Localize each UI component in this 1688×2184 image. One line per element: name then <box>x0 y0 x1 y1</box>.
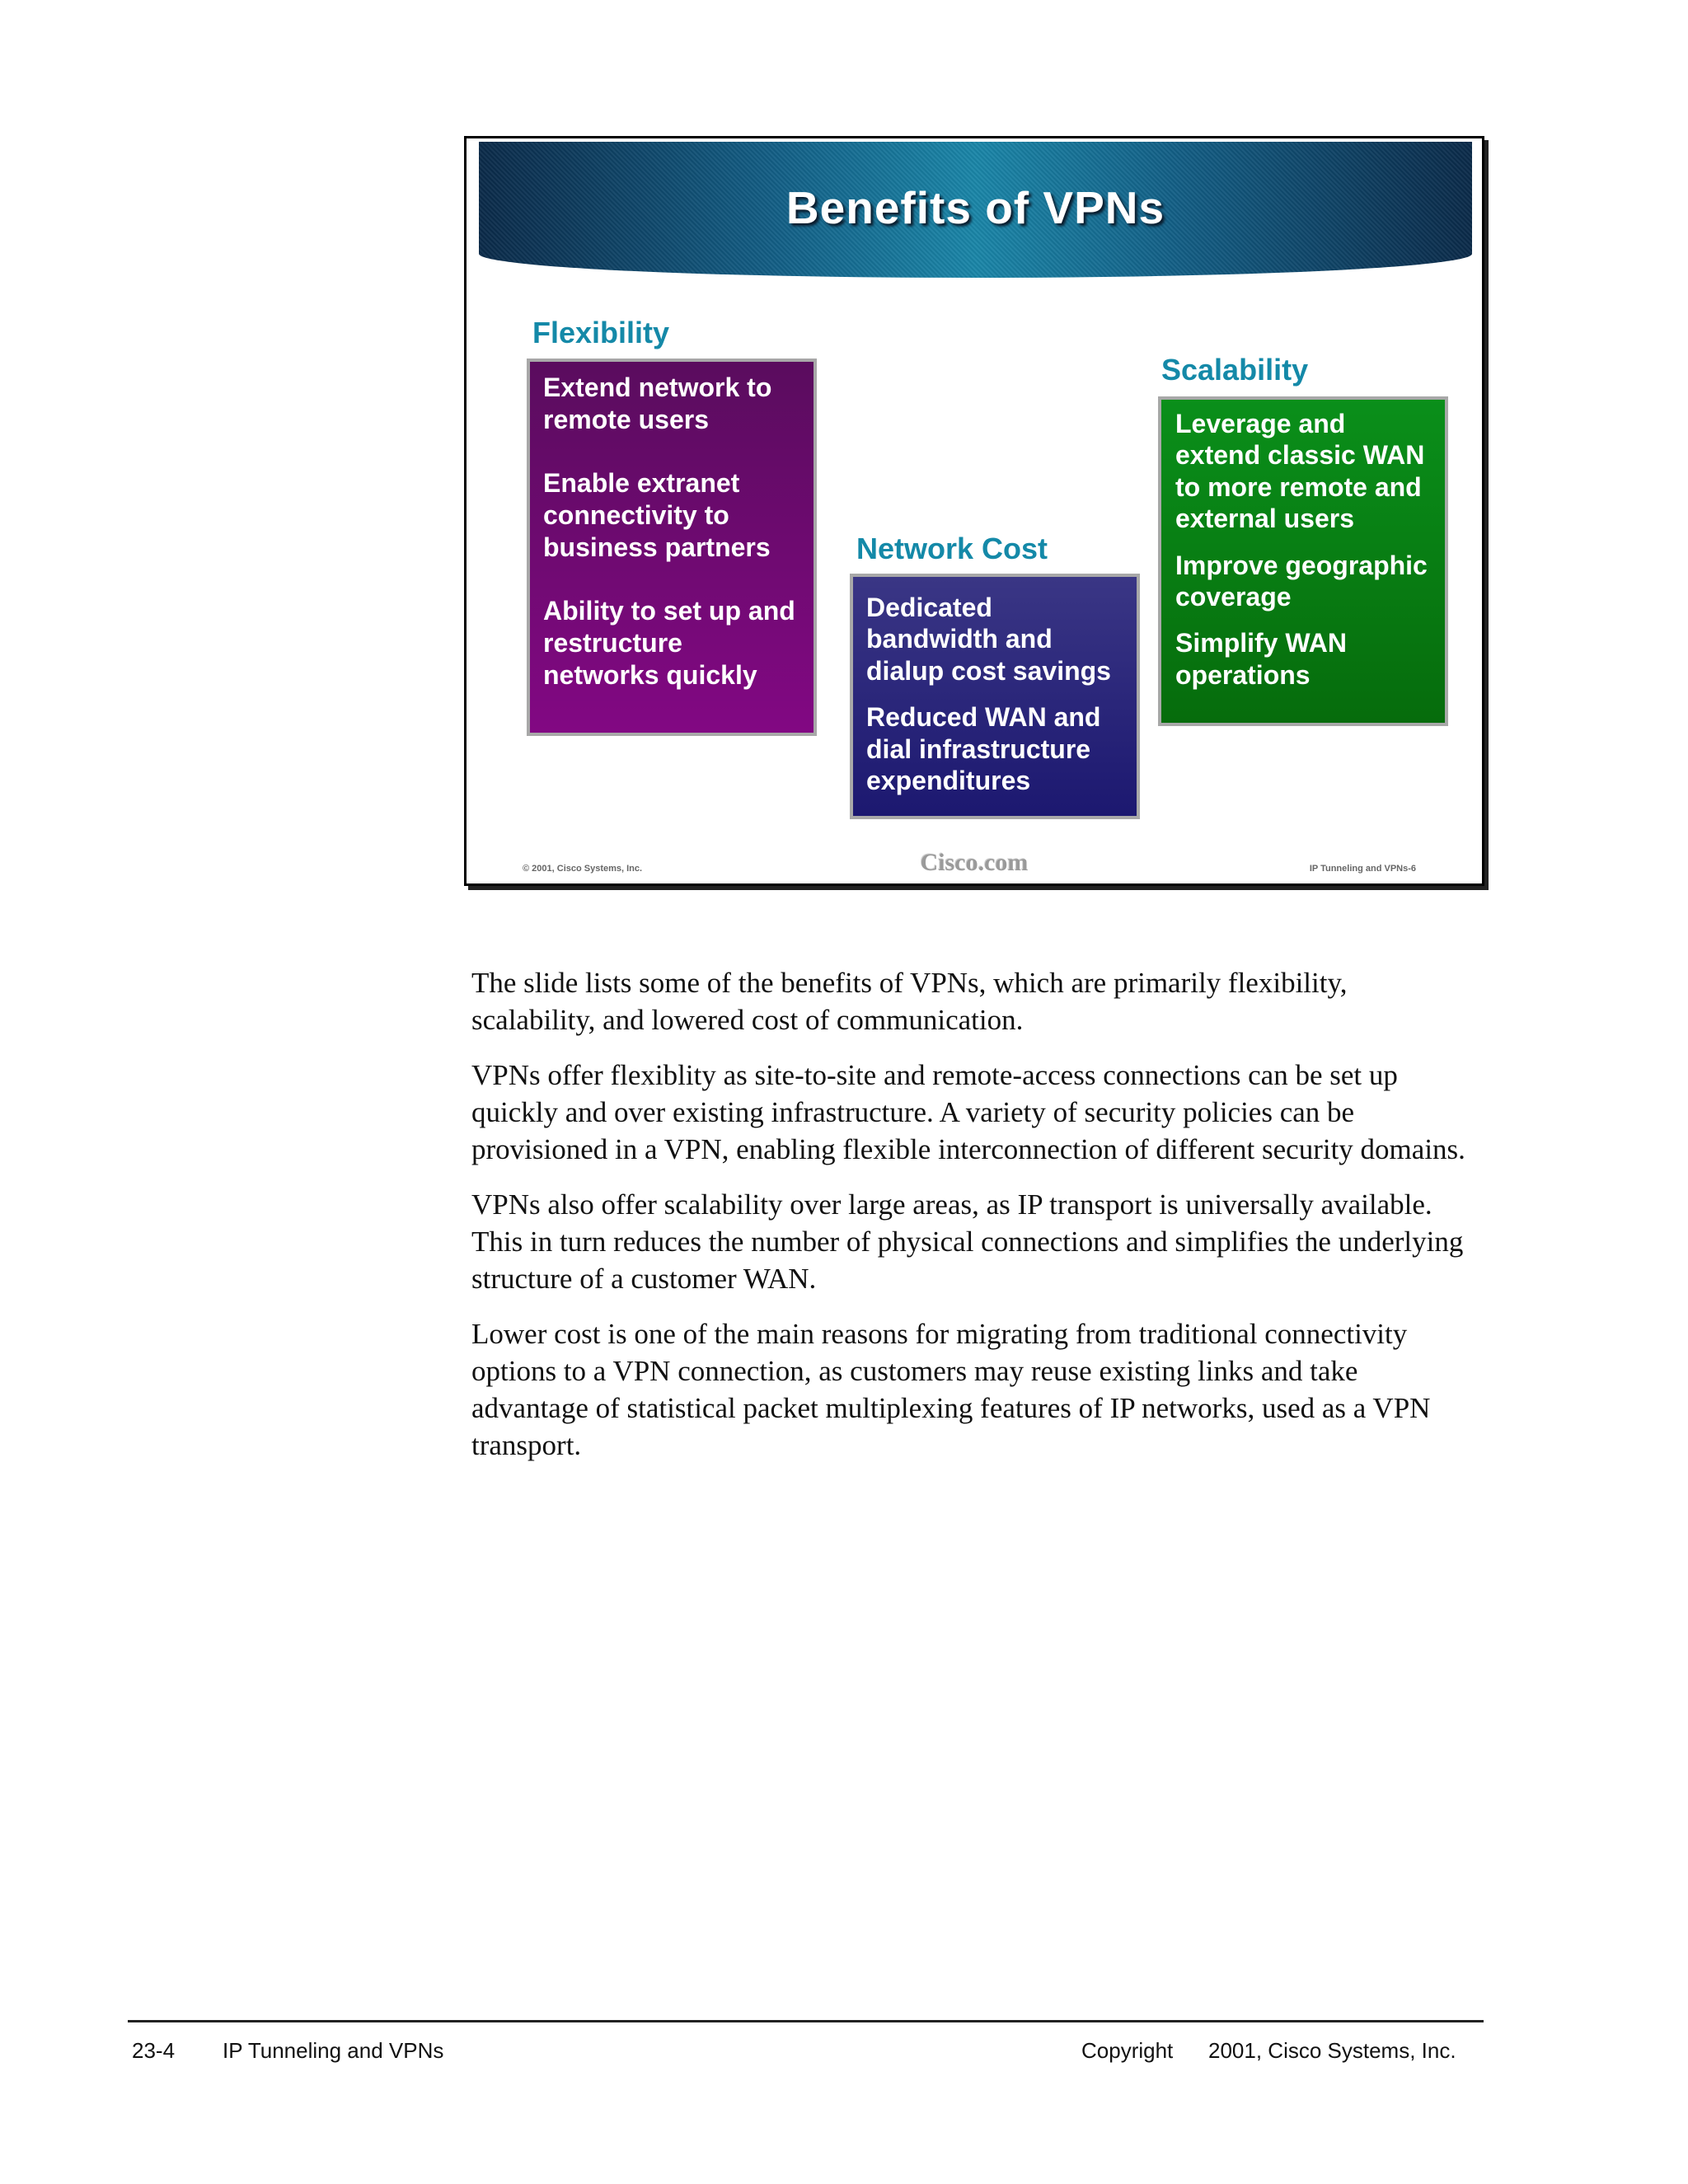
footer-section-title: IP Tunneling and VPNs <box>223 2038 444 2063</box>
scalability-heading: Scalability <box>1161 353 1309 387</box>
scalability-item: Improve geographic coverage <box>1175 550 1428 612</box>
flexibility-item: Extend network to remote users <box>543 373 772 435</box>
network-cost-item: Reduced WAN and dial infrastructure expenditures <box>866 702 1101 795</box>
footer-copyright-text: 2001, Cisco Systems, Inc. <box>1208 2038 1456 2063</box>
page-number: 23-4 <box>132 2038 176 2063</box>
scalability-item: Leverage and extend classic WAN to more remote and external users <box>1175 409 1425 534</box>
slide-title-banner <box>479 142 1472 278</box>
flexibility-item: Enable extranet connectivity to business partners <box>543 468 771 563</box>
network-cost-box <box>850 574 1140 819</box>
footer-divider <box>128 2020 1484 2022</box>
flexibility-item: Ability to set up and restructure networks quickly <box>543 596 795 691</box>
network-cost-item: Dedicated bandwidth and dialup cost savings <box>866 593 1111 686</box>
slide-page-label: IP Tunneling and VPNs-6 <box>1309 864 1416 874</box>
body-paragraph: The slide lists some of the benefits of VPNs, which are primarily flexibility, scalability, and lowered cost of communication. <box>471 967 1348 1036</box>
slide-title: Benefits of VPNs <box>785 182 1165 233</box>
body-paragraph: VPNs offer flexiblity as site-to-site and remote-access connections can be set up quickly and over existing infrastructure. A variety of security policies can be provisioned in a VPN, enabling flexible interconnection of different security domains. <box>471 1059 1465 1165</box>
slide <box>464 136 1484 886</box>
network-cost-heading: Network Cost <box>856 532 1048 565</box>
cisco-logo: Cisco.com <box>920 849 1029 876</box>
footer-copyright-label: Copyright <box>1081 2038 1174 2063</box>
scalability-box <box>1158 396 1448 726</box>
flexibility-box <box>527 359 817 736</box>
body-paragraph: VPNs also offer scalability over large areas, as IP transport is universally available. This in turn reduces the number of physical connections and simplifies the underlying structure of a customer WAN. <box>471 1188 1464 1295</box>
slide-copyright: © 2001, Cisco Systems, Inc. <box>523 864 643 874</box>
body-text <box>471 964 1469 1482</box>
scalability-item: Simplify WAN operations <box>1175 628 1348 690</box>
body-paragraph: Lower cost is one of the main reasons for migrating from traditional connectivity options to a VPN connection, as customers may reuse existing links and take advantage of statistical packet multiplexing features of IP networks, used as a VPN transport. <box>471 1318 1431 1461</box>
flexibility-heading: Flexibility <box>532 316 670 349</box>
